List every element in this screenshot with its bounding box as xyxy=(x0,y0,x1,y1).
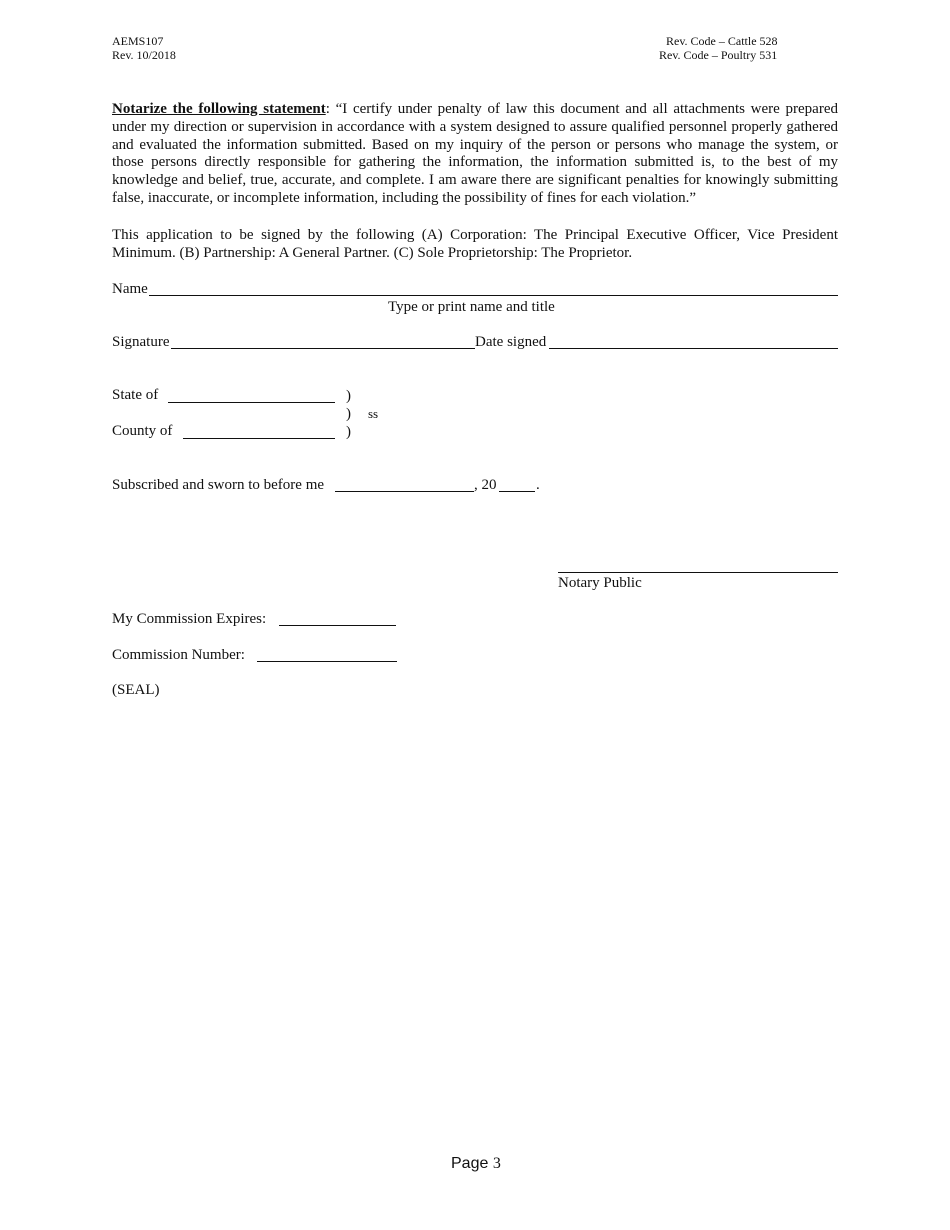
venue-paren-2: ) xyxy=(346,406,351,422)
name-caption: Type or print name and title xyxy=(388,299,555,315)
page-number-value: 3 xyxy=(492,1155,501,1172)
venue-paren-1: ) xyxy=(346,388,351,404)
sworn-date-field[interactable] xyxy=(335,491,474,492)
rev-code-poultry: Rev. Code – Poultry 531 xyxy=(659,48,778,62)
date-signed-field[interactable] xyxy=(549,348,838,349)
name-field[interactable] xyxy=(149,295,838,296)
county-field[interactable] xyxy=(183,438,335,439)
signing-instructions: This application to be signed by the following (A) Corporation: The Principal Executive Officer, Vice President Minimum. (B) Partnership: A General Partner. (C) Sole Proprietorship: The Proprietor. xyxy=(112,227,838,261)
subscribed-label: Subscribed and sworn to before me xyxy=(112,477,325,493)
statement-heading: Notarize the following statement xyxy=(112,101,326,117)
page-word: Page xyxy=(451,1155,489,1172)
notarize-statement xyxy=(112,101,838,208)
ss-label: ss xyxy=(368,406,379,421)
notary-public-label: Notary Public xyxy=(558,575,642,591)
county-label: County of xyxy=(112,423,173,439)
commission-expires-field[interactable] xyxy=(279,625,396,626)
state-label: State of xyxy=(112,387,159,403)
sworn-period: . xyxy=(536,477,540,493)
commission-number-label: Commission Number: xyxy=(112,647,245,663)
seal-label: (SEAL) xyxy=(112,682,160,698)
commission-expires-label: My Commission Expires: xyxy=(112,611,267,627)
notary-signature-field[interactable] xyxy=(558,572,838,573)
signature-field[interactable] xyxy=(171,348,475,349)
rev-code-cattle: Rev. Code – Cattle 528 xyxy=(666,34,778,48)
year-prefix: , 20 xyxy=(474,477,497,493)
commission-number-field[interactable] xyxy=(257,661,397,662)
page-number xyxy=(451,1155,501,1173)
year-field[interactable] xyxy=(499,491,535,492)
statement-text: : “I certify under penalty of law this document and all attachments were prepared under my direction or supervision in accordance with a system designed to assure qualified personnel properly gathered and evaluated the information submitted. Based on my inquiry of the person or persons who manage the system, or those persons directly responsible for gathering the information, the information submitted is, to the best of my knowledge and belief, true, accurate, and complete. I am aware there are significant penalties for knowingly submitting false, inaccurate, or incomplete information, including the possibility of fines for each violation.” xyxy=(112,101,838,206)
venue-paren-3: ) xyxy=(346,424,351,440)
state-field[interactable] xyxy=(168,402,335,403)
revision-date: Rev. 10/2018 xyxy=(112,48,176,62)
name-label: Name xyxy=(112,281,148,297)
form-code: AEMS107 xyxy=(112,34,164,48)
signature-label: Signature xyxy=(112,334,170,350)
date-signed-label: Date signed xyxy=(475,334,547,350)
